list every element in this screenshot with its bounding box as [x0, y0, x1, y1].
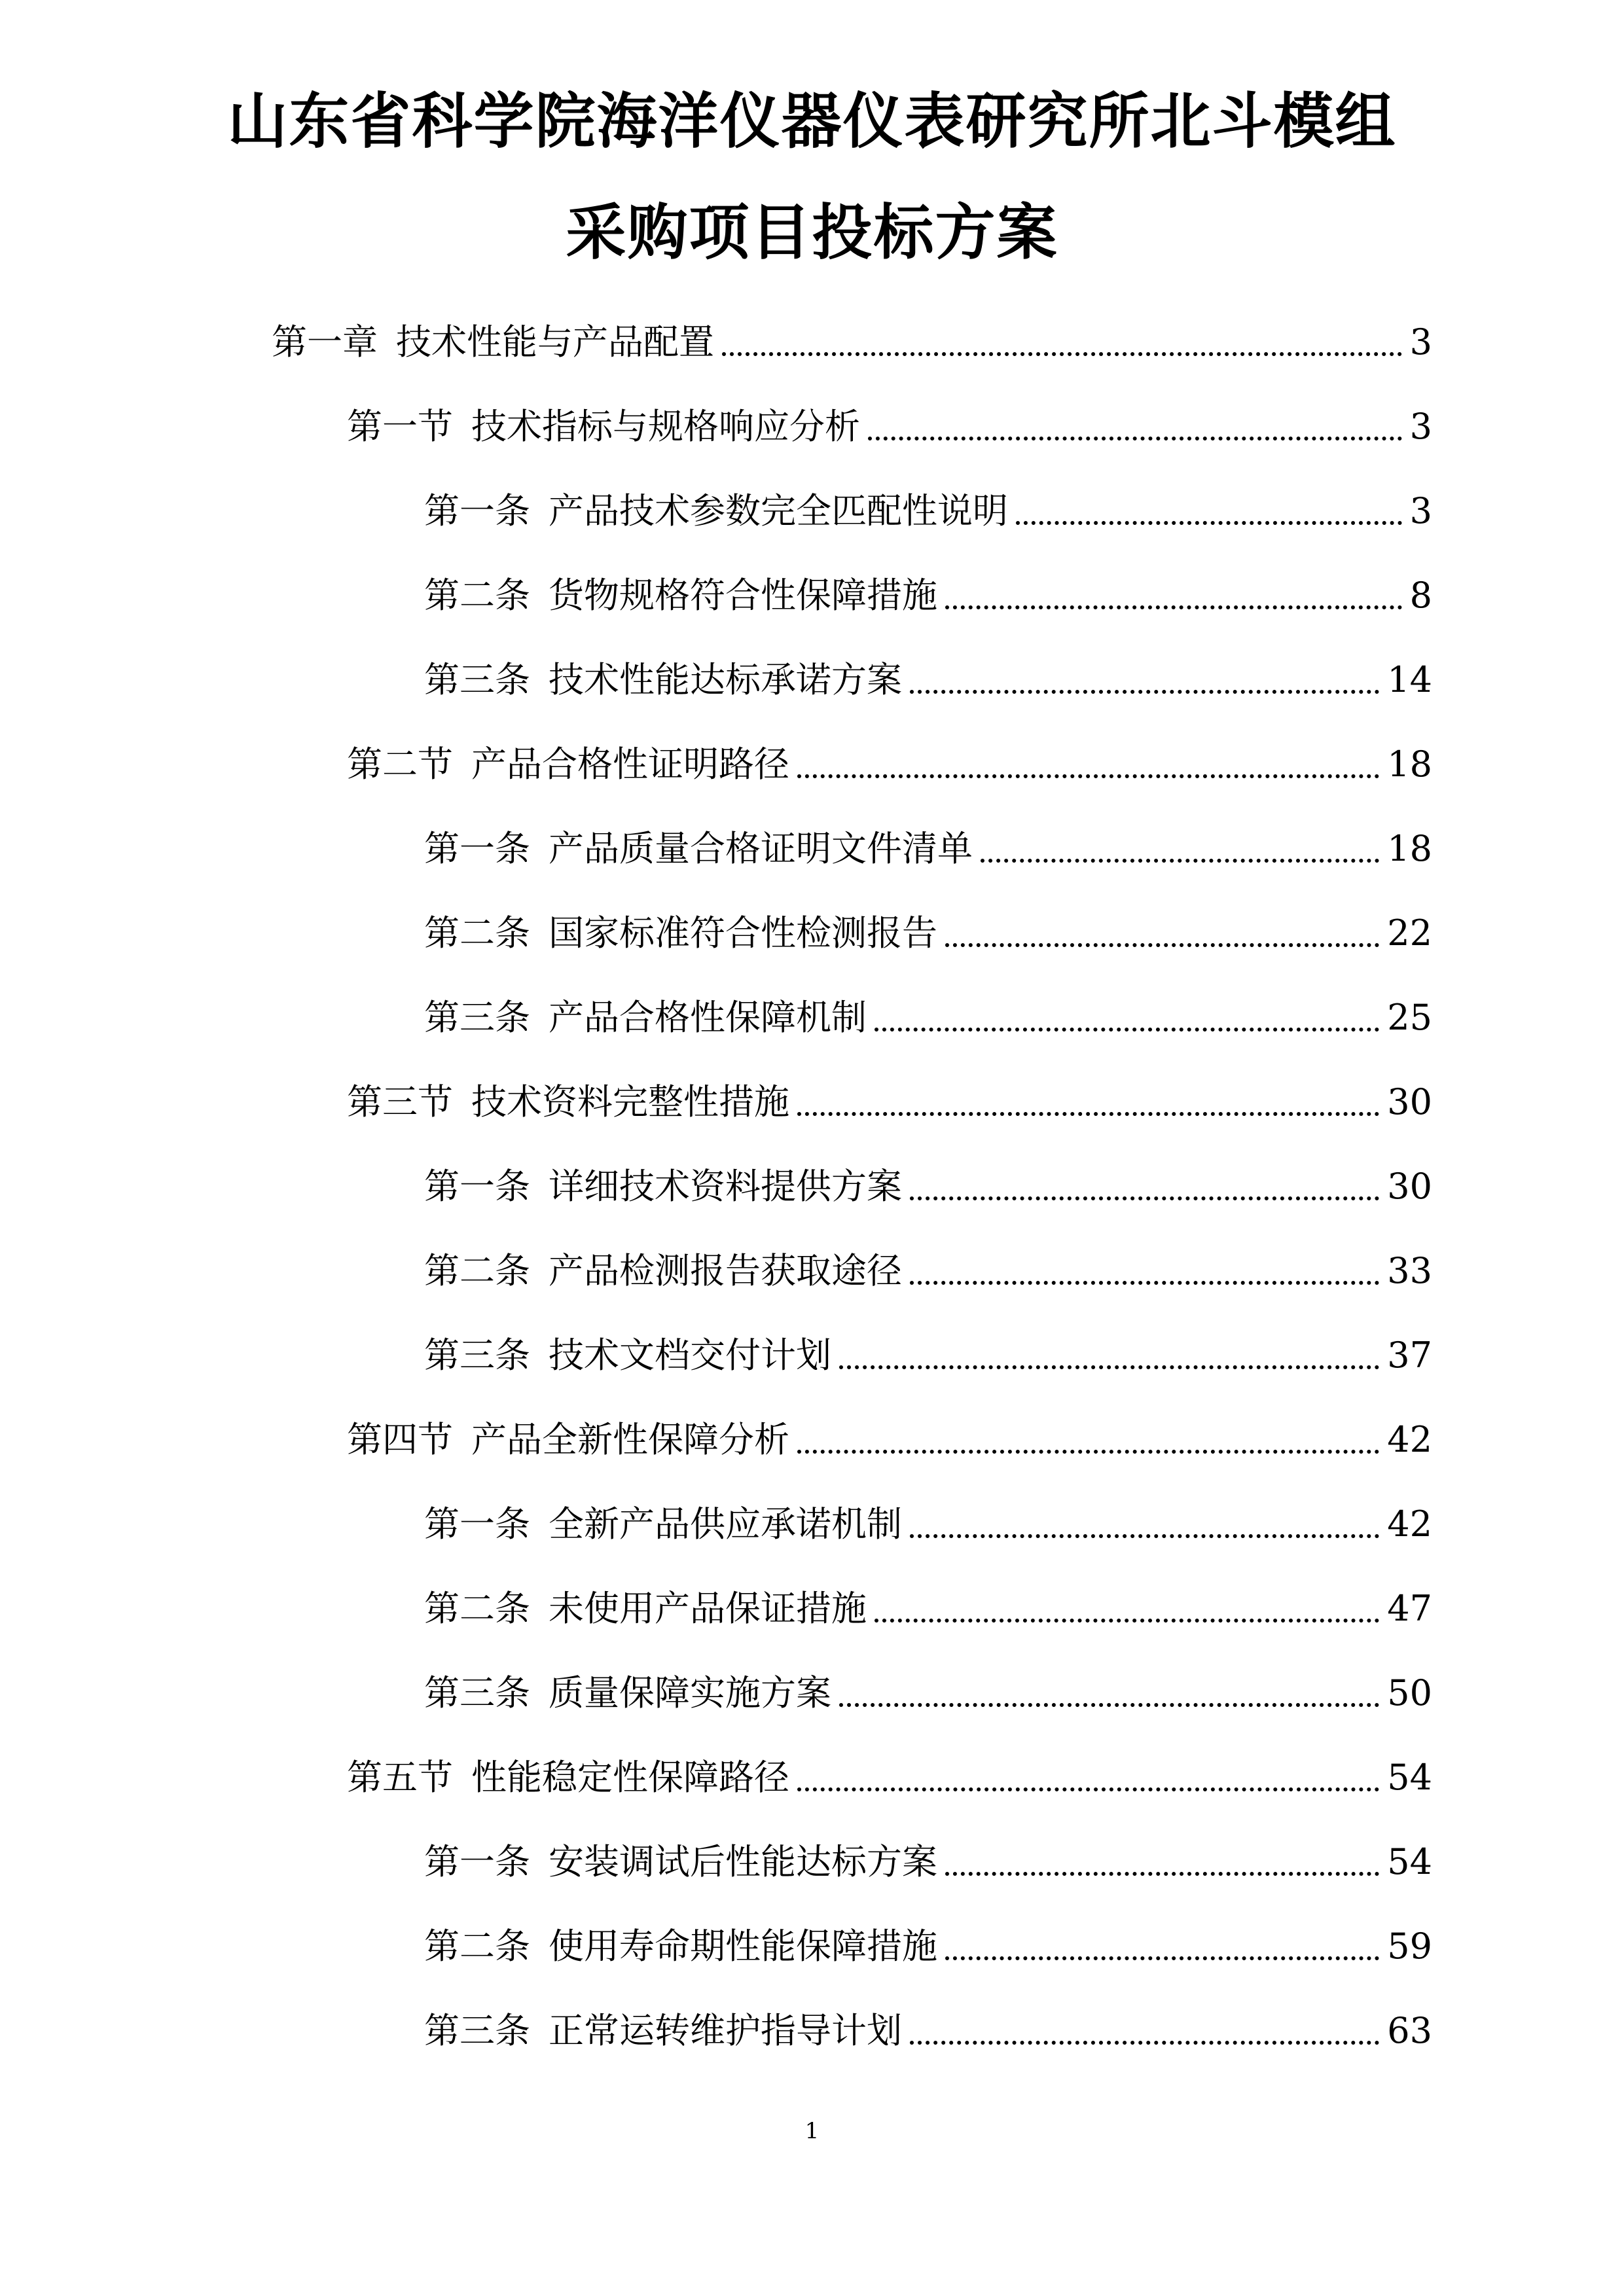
document-title-line-2: 采购项目投标方案: [566, 198, 1058, 268]
toc-entry-title: 技术性能与产品配置: [396, 321, 714, 363]
toc-dot-leader: [910, 1281, 1379, 1285]
toc-entry-page: 50: [1387, 1672, 1432, 1713]
toc-dot-leader: [722, 352, 1402, 356]
toc-entry-article[interactable]: [424, 992, 1432, 1044]
page-number: 1: [804, 2118, 820, 2144]
toc-entry-page: 47: [1387, 1588, 1432, 1629]
toc-dot-leader: [910, 1196, 1379, 1200]
toc-entry-section[interactable]: [347, 1414, 1432, 1466]
toc-entry-section[interactable]: [347, 401, 1432, 453]
toc-entry-title: 使用寿命期性能保障措施: [549, 1926, 937, 1967]
toc-dot-leader: [797, 1112, 1379, 1116]
toc-entry-page: 37: [1387, 1335, 1432, 1376]
toc-entry-number: 第二条: [424, 1926, 530, 1967]
toc-dot-leader: [945, 1956, 1379, 1960]
toc-entry-number: 第三条: [424, 659, 530, 700]
toc-dot-leader: [910, 2041, 1379, 2045]
toc-entry-article[interactable]: [424, 1583, 1432, 1635]
toc-entry-title: 全新产品供应承诺机制: [549, 1503, 902, 1545]
toc-entry-title: 技术指标与规格响应分析: [471, 406, 860, 447]
toc-entry-page: 8: [1409, 575, 1432, 616]
toc-entry-page: 30: [1387, 1166, 1432, 1207]
toc-entry-article[interactable]: [424, 1836, 1432, 1888]
toc-entry-title: 产品合格性证明路径: [471, 744, 789, 785]
toc-entry-page: 63: [1387, 2010, 1432, 2051]
toc-entry-page: 3: [1409, 406, 1432, 447]
toc-entry-page: 30: [1387, 1081, 1432, 1122]
toc-entry-article[interactable]: [424, 2005, 1432, 2057]
toc-entry-number: 第二条: [424, 1250, 530, 1291]
toc-dot-leader: [945, 943, 1379, 947]
toc-entry-article[interactable]: [424, 654, 1432, 706]
toc-dot-leader: [910, 690, 1379, 694]
toc-entry-title: 技术资料完整性措施: [471, 1081, 789, 1122]
toc-entry-number: 第二条: [424, 912, 530, 954]
toc-entry-article[interactable]: [424, 1667, 1432, 1719]
toc-dot-leader: [868, 437, 1402, 440]
toc-entry-article[interactable]: [424, 1160, 1432, 1213]
toc-entry-section[interactable]: [347, 738, 1432, 791]
toc-entry-title: 技术性能达标承诺方案: [549, 659, 902, 700]
toc-entry-title: 性能稳定性保障路径: [471, 1757, 789, 1798]
toc-entry-number: 第一章: [272, 321, 378, 363]
toc-entry-article[interactable]: [424, 485, 1432, 537]
toc-dot-leader: [875, 1619, 1379, 1623]
toc-entry-number: 第三条: [424, 997, 530, 1038]
toc-entry-page: 14: [1387, 659, 1432, 700]
toc-entry-page: 3: [1409, 490, 1432, 531]
toc-dot-leader: [875, 1028, 1379, 1031]
toc-entry-number: 第二节: [347, 744, 453, 785]
toc-dot-leader: [945, 1872, 1379, 1876]
toc-entry-page: 54: [1387, 1757, 1432, 1798]
toc-entry-title: 产品全新性保障分析: [471, 1419, 789, 1460]
toc-dot-leader: [945, 605, 1402, 609]
toc-entry-page: 3: [1409, 321, 1432, 363]
toc-entry-article[interactable]: [424, 1329, 1432, 1382]
toc-entry-page: 33: [1387, 1250, 1432, 1291]
toc-entry-page: 18: [1387, 744, 1432, 785]
toc-entry-title: 质量保障实施方案: [549, 1672, 831, 1713]
toc-entry-number: 第一条: [424, 828, 530, 869]
toc-entry-page: 42: [1387, 1419, 1432, 1460]
toc-entry-article[interactable]: [424, 1498, 1432, 1551]
document-title-line-1: 山东省科学院海洋仪器仪表研究所北斗模组: [227, 86, 1397, 156]
toc-entry-number: 第二条: [424, 575, 530, 616]
toc-entry-title: 产品质量合格证明文件清单: [549, 828, 973, 869]
toc-entry-number: 第四节: [347, 1419, 453, 1460]
toc-entry-page: 59: [1387, 1926, 1432, 1967]
toc-entry-title: 安装调试后性能达标方案: [549, 1841, 937, 1882]
toc-entry-number: 第一条: [424, 490, 530, 531]
toc-entry-page: 22: [1387, 912, 1432, 954]
toc-entry-title: 产品技术参数完全匹配性说明: [549, 490, 1008, 531]
toc-entry-title: 产品合格性保障机制: [549, 997, 867, 1038]
toc-entry-number: 第三条: [424, 2010, 530, 2051]
toc-entry-number: 第一节: [347, 406, 453, 447]
toc-entry-title: 货物规格符合性保障措施: [549, 575, 937, 616]
toc-entry-article[interactable]: [424, 907, 1432, 960]
toc-dot-leader: [797, 1450, 1379, 1454]
toc-entry-section[interactable]: [347, 1076, 1432, 1128]
toc-entry-number: 第三条: [424, 1335, 530, 1376]
toc-entry-title: 产品检测报告获取途径: [549, 1250, 902, 1291]
toc-entry-number: 第三节: [347, 1081, 453, 1122]
toc-dot-leader: [797, 1787, 1379, 1791]
toc-entry-article[interactable]: [424, 1245, 1432, 1297]
toc-dot-leader: [839, 1703, 1379, 1707]
toc-entry-number: 第一条: [424, 1841, 530, 1882]
toc-entry-title: 技术文档交付计划: [549, 1335, 831, 1376]
toc-entry-title: 正常运转维护指导计划: [549, 2010, 902, 2051]
toc-entry-number: 第二条: [424, 1588, 530, 1629]
toc-entry-title: 国家标准符合性检测报告: [549, 912, 937, 954]
toc-dot-leader: [910, 1534, 1379, 1538]
toc-entry-page: 25: [1387, 997, 1432, 1038]
toc-entry-section[interactable]: [347, 1751, 1432, 1804]
toc-entry-number: 第五节: [347, 1757, 453, 1798]
toc-entry-chapter[interactable]: [272, 316, 1432, 368]
toc-dot-leader: [1016, 521, 1402, 525]
toc-entry-title: 未使用产品保证措施: [549, 1588, 867, 1629]
toc-entry-page: 18: [1387, 828, 1432, 869]
toc-dot-leader: [839, 1365, 1379, 1369]
toc-entry-page: 54: [1387, 1841, 1432, 1882]
toc-entry-number: 第一条: [424, 1166, 530, 1207]
toc-entry-title: 详细技术资料提供方案: [549, 1166, 902, 1207]
toc-entry-article[interactable]: [424, 569, 1432, 622]
toc-dot-leader: [797, 774, 1379, 778]
toc-entry-number: 第三条: [424, 1672, 530, 1713]
toc-entry-article[interactable]: [424, 1920, 1432, 1973]
toc-entry-article[interactable]: [424, 823, 1432, 875]
toc-dot-leader: [981, 859, 1379, 863]
toc-entry-number: 第一条: [424, 1503, 530, 1545]
toc-entry-page: 42: [1387, 1503, 1432, 1545]
